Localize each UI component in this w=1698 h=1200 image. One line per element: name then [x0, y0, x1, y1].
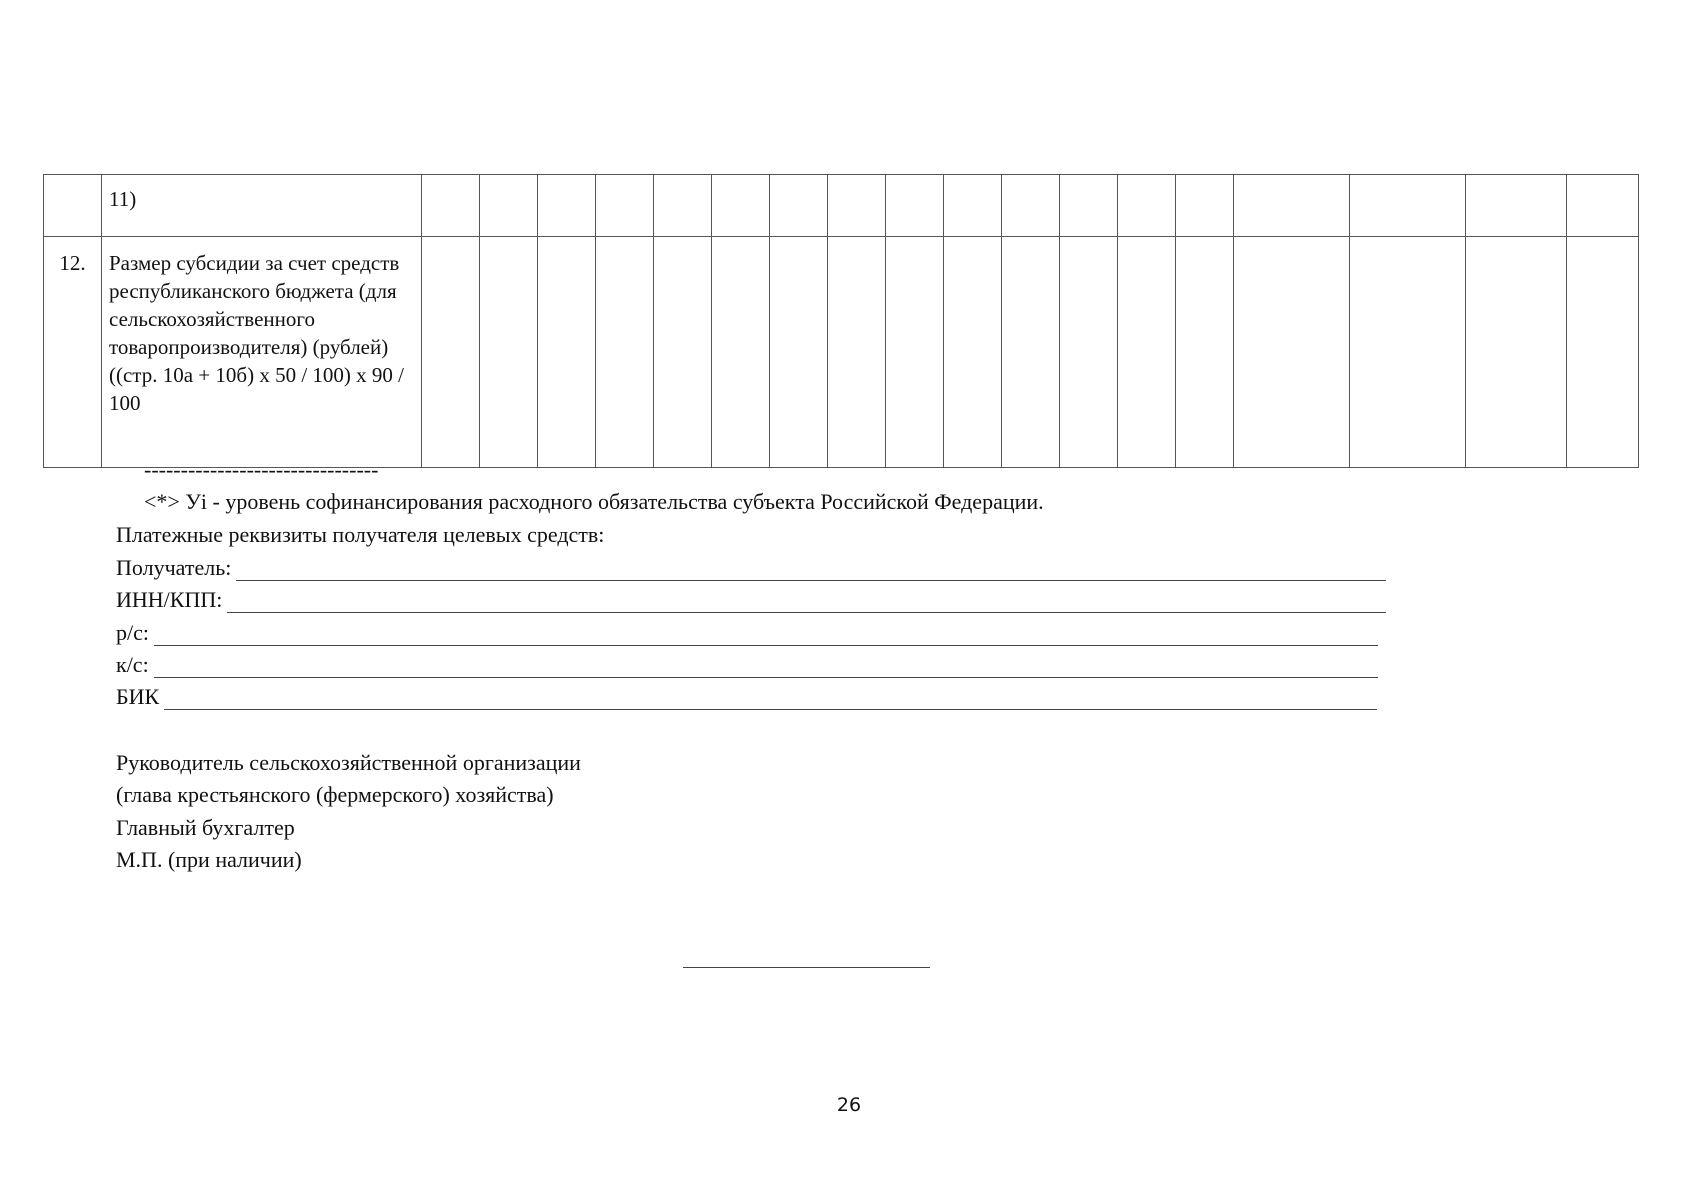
row-description-cell: 11): [102, 175, 422, 237]
head-of-organization-label: Руководитель сельскохозяйственной организации: [116, 750, 581, 775]
recipient-label: Получатель:: [116, 555, 232, 580]
value-cell: [1567, 237, 1639, 468]
correspondent-account-blank-line: [154, 657, 1378, 678]
subsidy-calculation-table: [43, 174, 1639, 468]
value-cell: [1002, 175, 1060, 237]
value-cell: [770, 175, 828, 237]
inn-kpp-label: ИНН/КПП:: [116, 587, 223, 612]
footnote-text: <*> Уi - уровень софинансирования расходного обязательства субъекта Российской Федерации.: [144, 489, 1044, 514]
signature-line: [683, 967, 930, 968]
page-number: 26: [836, 1094, 862, 1116]
row-number-cell: 12.: [44, 237, 102, 468]
bik-label: БИК: [116, 684, 160, 709]
value-cell: [654, 237, 712, 468]
settlement-account-label: р/с:: [116, 620, 149, 645]
table-row: [44, 237, 1639, 468]
value-cell: [538, 237, 596, 468]
value-cell: [770, 237, 828, 468]
table-row: [44, 175, 1639, 237]
inn-kpp-blank-line: [227, 592, 1386, 613]
value-cell: [538, 175, 596, 237]
value-cell: [596, 175, 654, 237]
value-cell: [1234, 237, 1350, 468]
inn-kpp-field: [116, 587, 1386, 613]
value-cell: [886, 237, 944, 468]
value-cell: [944, 237, 1002, 468]
value-cell: [1350, 237, 1466, 468]
value-cell: [1466, 175, 1567, 237]
value-cell: [886, 175, 944, 237]
payment-details-heading: Платежные реквизиты получателя целевых средств:: [116, 522, 605, 547]
value-cell: [1176, 175, 1234, 237]
recipient-blank-line: [236, 560, 1386, 581]
value-cell: [422, 237, 480, 468]
value-cell: [828, 175, 886, 237]
value-cell: [1060, 175, 1118, 237]
value-cell: [480, 175, 538, 237]
value-cell: [1118, 237, 1176, 468]
chief-accountant-label: Главный бухгалтер: [116, 815, 295, 840]
value-cell: [1060, 237, 1118, 468]
correspondent-account-field: [116, 652, 1378, 678]
value-cell: [1234, 175, 1350, 237]
farm-head-label: (глава крестьянского (фермерского) хозяйства): [116, 782, 554, 807]
recipient-field: [116, 555, 1386, 581]
bik-blank-line: [164, 689, 1377, 710]
row-description-cell: Размер субсидии за счет средств республиканского бюджета (для сельскохозяйственного товаропроизводителя) (рублей) ((стр. 10а + 10б) x 50 / 100) x 90 / 100: [102, 237, 422, 468]
settlement-account-blank-line: [154, 625, 1378, 646]
value-cell: [1002, 237, 1060, 468]
correspondent-account-label: к/с:: [116, 652, 149, 677]
value-cell: [1350, 175, 1466, 237]
value-cell: [480, 237, 538, 468]
value-cell: [1466, 237, 1567, 468]
bik-field: [116, 684, 1377, 710]
value-cell: [1567, 175, 1639, 237]
value-cell: [712, 175, 770, 237]
value-cell: [1118, 175, 1176, 237]
footnote-separator: --------------------------------: [144, 457, 379, 482]
value-cell: [712, 237, 770, 468]
value-cell: [944, 175, 1002, 237]
value-cell: [828, 237, 886, 468]
stamp-label: М.П. (при наличии): [116, 847, 302, 872]
settlement-account-field: [116, 620, 1378, 646]
value-cell: [654, 175, 712, 237]
row-number-cell: [44, 175, 102, 237]
value-cell: [422, 175, 480, 237]
value-cell: [1176, 237, 1234, 468]
value-cell: [596, 237, 654, 468]
